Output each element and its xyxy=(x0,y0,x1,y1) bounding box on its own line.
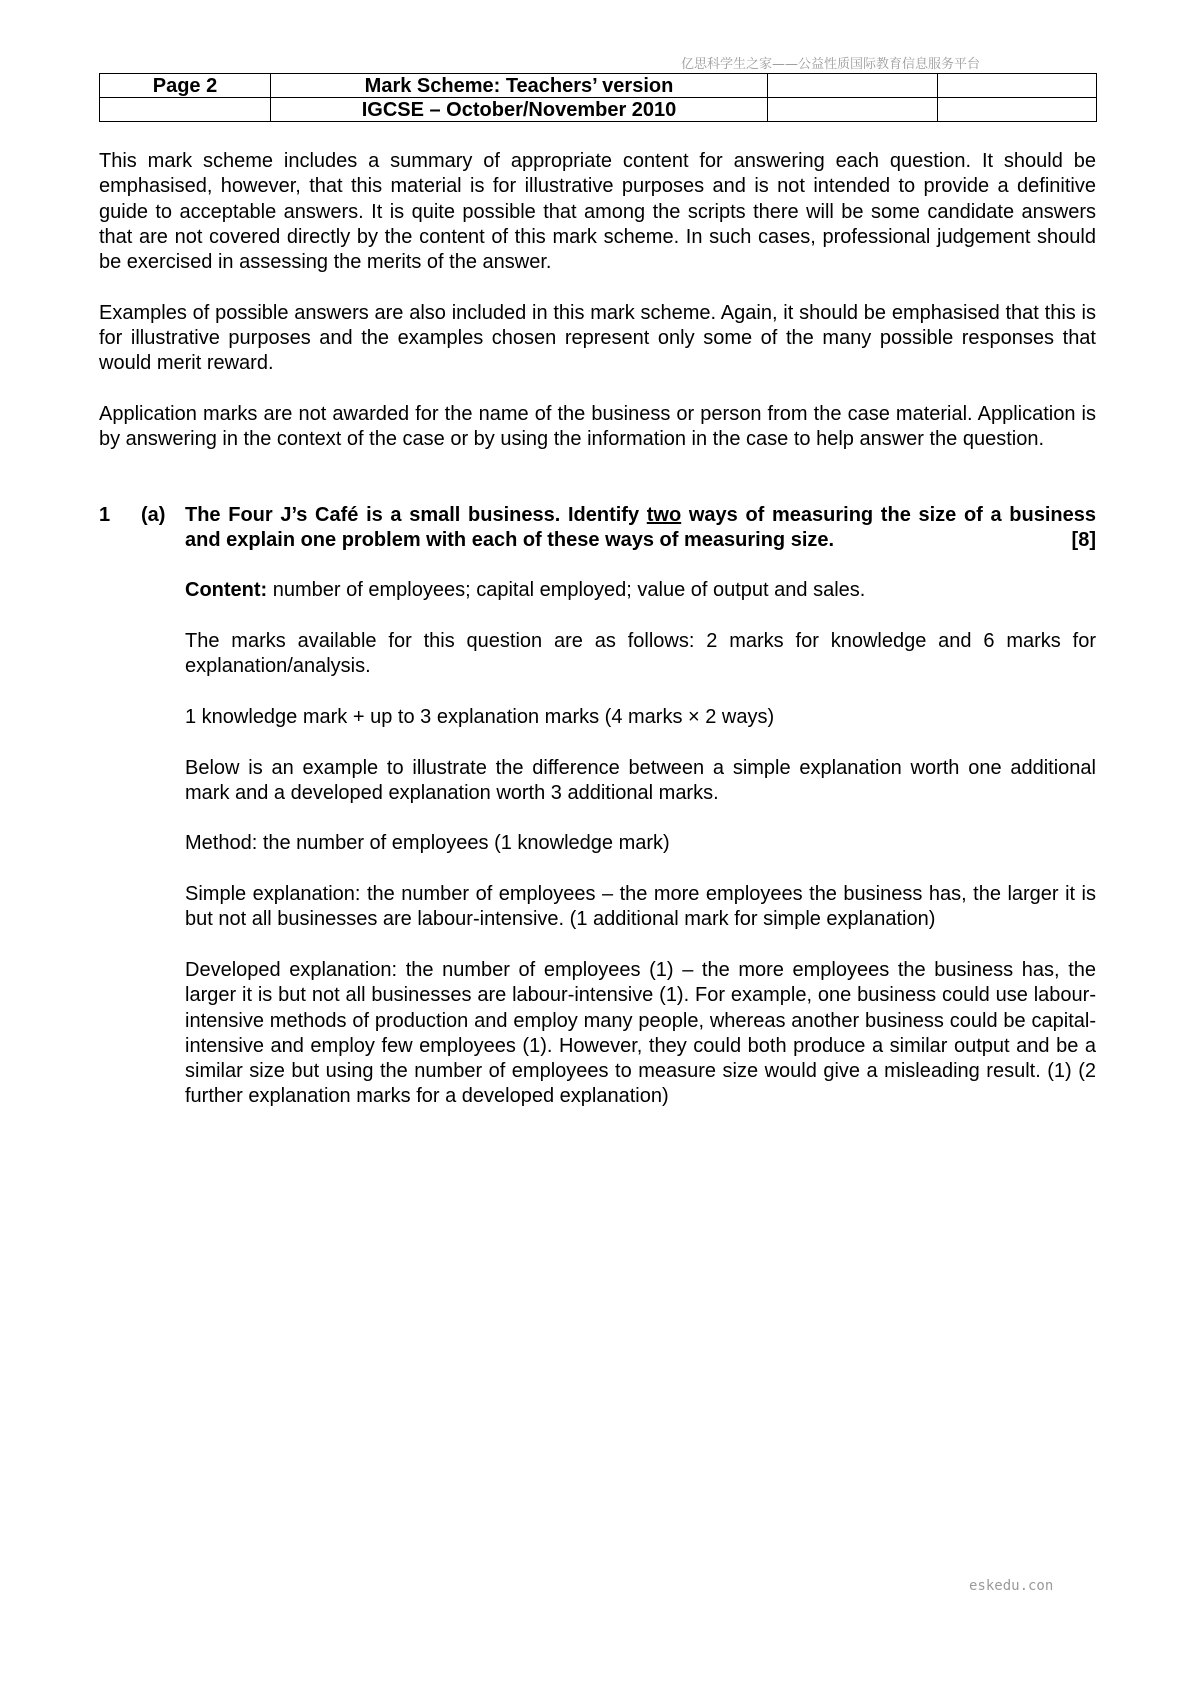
content-label: Content: xyxy=(185,579,268,602)
question-part: (a) xyxy=(141,503,166,526)
mark-paragraph: Developed explanation: the number of employees (1) – the more employees the business has, the larger it is but not all businesses are labour-intensive (1). For example, one business could use labour-intensive methods of production and employ many people, whereas another business could be capital-intensive and employ few employees (1). However, they could both produce a similar output and be a similar size but using the number of employees to measure size would give a misleading result. (1) (2 further explanation marks for a developed explanation) xyxy=(185,958,1096,1108)
document-subtitle: IGCSE – October/November 2010 xyxy=(271,98,768,122)
intro-paragraph: Application marks are not awarded for the name of the business or person from the case material. Application is by answering in the context of the case or by using the information in the case to help answer the question. xyxy=(99,402,1096,451)
content-text: number of employees; capital employed; value of output and sales. xyxy=(267,579,866,602)
page-number: Page 2 xyxy=(100,74,271,98)
question-1a xyxy=(99,503,1096,1110)
mark-paragraph: Simple explanation: the number of employees – the more employees the business has, the larger it is but not all businesses are labour-intensive. (1 additional mark for simple explanation) xyxy=(185,883,1096,931)
question-body xyxy=(185,503,1096,1110)
underlined-word: two xyxy=(646,503,682,526)
mark-paragraph: Method: the number of employees (1 knowledge mark) xyxy=(185,832,670,855)
empty-cell xyxy=(100,98,271,122)
empty-cell xyxy=(938,74,1097,98)
page-content xyxy=(99,149,1096,1135)
intro-paragraph: This mark scheme includes a summary of appropriate content for answering each question. It should be emphasised, however, that this material is for illustrative purposes and is not intended to provide a definitive guide to acceptable answers. It is quite possible that among the scripts there will be some candidate answers that are not covered directly by the content of this mark scheme. In such cases, professional judgement should be exercised in assessing the merits of the answer. xyxy=(99,150,1096,274)
intro-paragraph: Examples of possible answers are also included in this mark scheme. Again, it should be emphasised that this is for illustrative purposes and the examples chosen represent only some of the many possible responses that would merit reward. xyxy=(99,301,1096,375)
question-text: The Four J’s Café is a small business. Identify two ways of measuring the size of a business and explain one problem with each of these ways of measuring size. [8] xyxy=(185,503,1096,554)
empty-cell xyxy=(768,74,938,98)
content-paragraph xyxy=(185,578,1096,603)
empty-cell xyxy=(938,98,1097,122)
mark-paragraph: 1 knowledge mark + up to 3 explanation marks (4 marks × 2 ways) xyxy=(185,705,775,728)
header-table xyxy=(99,73,1097,122)
question-marks: [8] xyxy=(1071,528,1096,551)
watermark-top: 亿思科学生之家——公益性质国际教育信息服务平台 xyxy=(681,57,981,72)
empty-cell xyxy=(768,98,938,122)
mark-paragraph: Below is an example to illustrate the difference between a simple explanation worth one additional mark and a developed explanation worth 3 additional marks. xyxy=(185,756,1096,804)
question-number: 1 xyxy=(99,503,111,526)
mark-paragraph: The marks available for this question are as follows: 2 marks for knowledge and 6 marks for explanation/analysis. xyxy=(185,630,1096,678)
watermark-bottom: eskedu.con xyxy=(969,1578,1054,1594)
document-title: Mark Scheme: Teachers’ version xyxy=(271,74,768,98)
